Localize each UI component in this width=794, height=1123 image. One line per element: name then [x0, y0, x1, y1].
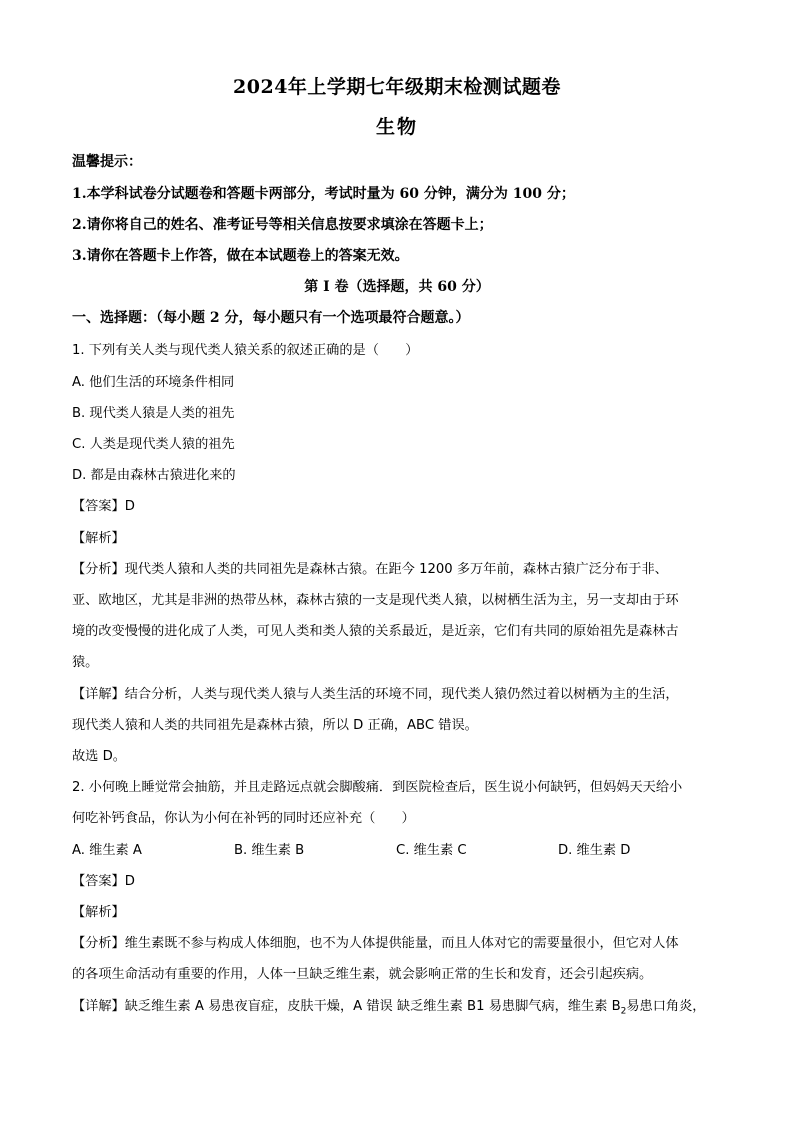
q1-conclusion: 故选 D。	[72, 749, 126, 764]
q2-analysis-line-1: 【分析】维生素既不参与构成人体细胞，也不为人体提供能量，而且人体对它的需要量很小，但它对人体	[72, 936, 679, 951]
q2-detail-tail: 易患口角炎，	[626, 999, 706, 1014]
q2-stem-line-2: 何吃补钙食品，你认为小何在补钙的同时还应补充（ ）	[72, 811, 415, 826]
notice-heading: 温馨提示：	[72, 154, 142, 170]
q1-option-a: A. 他们生活的环境条件相同	[72, 375, 235, 390]
q1-option-d: D. 都是由森林古猿进化来的	[72, 468, 236, 483]
q2-analysis-line-2: 的各项生命活动有重要的作用，人体一旦缺乏维生素，就会影响正常的生长和发育，还会引起疾病。	[72, 967, 653, 982]
q1-option-b: B. 现代类人猿是人类的祖先	[72, 406, 235, 421]
volume-heading: 第 I 卷（选择题，共 60 分）	[304, 279, 490, 295]
notice-item-3: 3.请你在答题卡上作答，做在本试题卷上的答案无效。	[72, 248, 409, 264]
q1-option-c: C. 人类是现代类人猿的祖先	[72, 437, 235, 452]
q2-option-c: C. 维生素 C	[396, 843, 467, 858]
q2-option-d: D. 维生素 D	[558, 843, 631, 858]
section-heading: 一、选择题：（每小题 2 分，每小题只有一个选项最符合题意。）	[72, 310, 470, 326]
q1-detail-line-2: 现代类人猿和人类的共同祖先是森林古猿，所以 D 正确，ABC 错误。	[72, 718, 478, 733]
q1-analysis-line-3: 境的改变慢慢的进化成了人类，可见人类和类人猿的关系最近，是近亲，它们有共同的原始祖先是森林古	[72, 624, 679, 639]
q1-analysis-line-4: 猿。	[72, 655, 99, 670]
q2-options-row	[72, 839, 722, 858]
notice-item-1: 1.本学科试卷分试题卷和答题卡两部分，考试时量为 60 分钟，满分为 100 分；	[72, 186, 575, 202]
q1-analysis-line-2: 亚、欧地区，尤其是非洲的热带丛林，森林古猿的一支是现代类人猿，以树栖生活为主，另一支却由于环	[72, 593, 679, 608]
notice-item-2: 2.请你将自己的姓名、准考证号等相关信息按要求填涂在答题卡上；	[72, 217, 493, 233]
q1-detail-line-1: 【详解】结合分析，人类与现代类人猿与人类生活的环境不同，现代类人猿仍然过着以树栖为主的生活，	[72, 687, 679, 702]
q1-analysis-label: 【解析】	[72, 531, 125, 546]
q2-detail-main: 【详解】缺乏维生素 A 易患夜盲症，皮肤干燥，A 错误 缺乏维生素 B1 易患脚气病，维生素 B	[72, 999, 621, 1014]
q1-analysis-line-1: 【分析】现代类人猿和人类的共同祖先是森林古猿。在距今 1200 多万年前，森林古猿广泛分布于非、	[72, 562, 668, 577]
q2-stem-line-1: 2. 小何晚上睡觉常会抽筋，并且走路远点就会脚酸痛．到医院检查后，医生说小何缺钙，但妈妈天天给小	[72, 780, 683, 795]
q2-option-b: B. 维生素 B	[234, 843, 305, 858]
q2-answer: 【答案】D	[72, 874, 135, 889]
q2-detail-subscript: 2	[620, 1006, 627, 1017]
q1-stem: 1. 下列有关人类与现代类人猿关系的叙述正确的是（ ）	[72, 343, 419, 358]
q1-answer: 【答案】D	[72, 499, 135, 514]
exam-title: 2024年上学期七年级期末检测试题卷	[233, 76, 561, 98]
q2-option-a: A. 维生素 A	[72, 843, 142, 858]
q2-analysis-label: 【解析】	[72, 905, 125, 920]
subject-title: 生物	[375, 116, 418, 138]
q2-detail-line	[72, 995, 722, 1017]
